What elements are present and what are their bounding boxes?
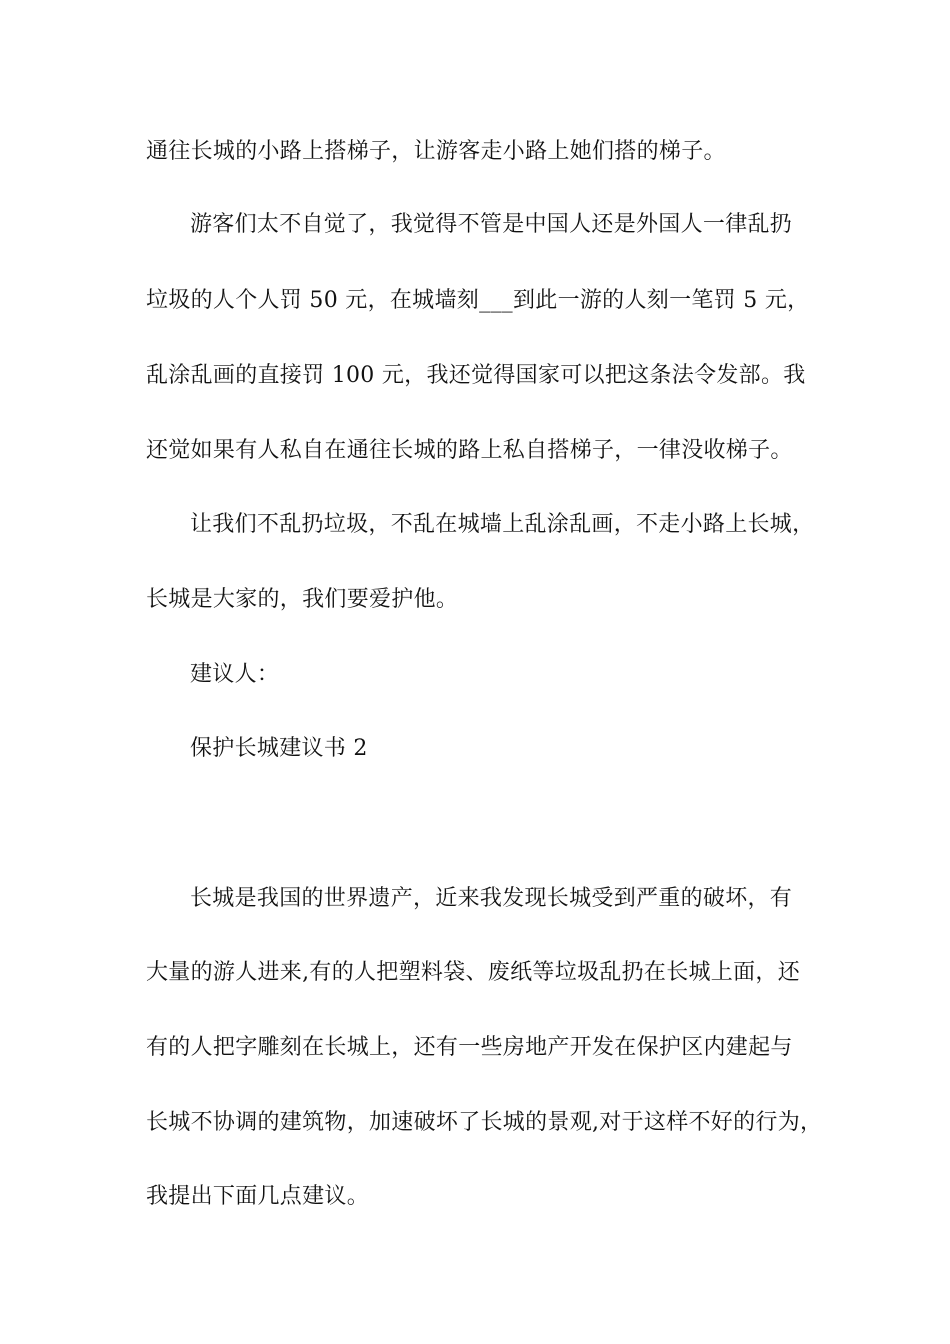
- paragraph-line: 大量的游人进来,有的人把塑料袋、废纸等垃圾乱扔在长城上面，还: [146, 960, 800, 985]
- paragraph-line: 长城不协调的建筑物，加速破坏了长城的景观,对于这样不好的行为，: [146, 1110, 823, 1135]
- paragraph-line: 有的人把字雕刻在长城上，还有一些房地产开发在保护区内建起与: [146, 1035, 793, 1060]
- paragraph-line: 还觉如果有人私自在通往长城的路上私自搭梯子，一律没收梯子。: [146, 438, 793, 463]
- paragraph-line: 垃圾的人个人罚 50 元，在城墙刻___到此一游的人刻一笔罚 5 元，: [146, 288, 810, 313]
- paragraph-line: 长城是我国的世界遗产，近来我发现长城受到严重的破坏，有: [190, 886, 793, 911]
- section-title: 保护长城建议书 2: [190, 736, 368, 761]
- paragraph-line: 通往长城的小路上搭梯子，让游客走小路上她们搭的梯子。: [146, 139, 726, 164]
- paragraph-line: 游客们太不自觉了，我觉得不管是中国人还是外国人一律乱扔: [190, 212, 793, 237]
- paragraph-line: 让我们不乱扔垃圾，不乱在城墙上乱涂乱画，不走小路上长城，: [190, 512, 815, 537]
- paragraph-line: 乱涂乱画的直接罚 100 元，我还觉得国家可以把这条法令发部。我: [146, 363, 806, 388]
- paragraph-line: 我提出下面几点建议。: [146, 1184, 370, 1209]
- paragraph-line: 长城是大家的，我们要爱护他。: [146, 587, 459, 612]
- signature-label: 建议人：: [190, 662, 280, 687]
